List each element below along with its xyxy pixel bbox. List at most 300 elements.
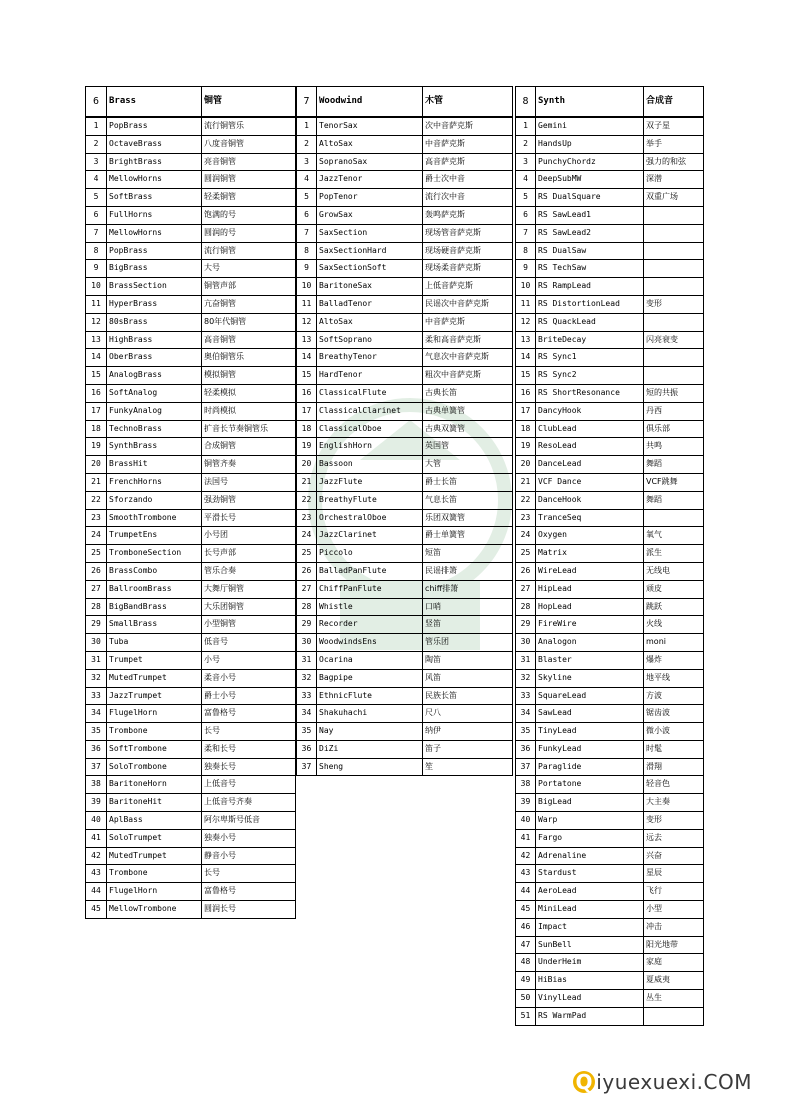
instrument-name: Piccolo [317,545,423,563]
table-row [516,402,704,420]
table-row [516,260,704,278]
instrument-name-cn: 民谣次中音萨克斯 [423,295,513,313]
instrument-name-cn: 独奏小号 [202,829,296,847]
instrument-name-cn: 模拟铜管 [202,367,296,385]
row-number: 44 [86,883,107,901]
row-number: 48 [516,954,536,972]
row-number: 46 [516,918,536,936]
table-row [297,438,513,456]
instrument-name: ClassicalClarinet [317,402,423,420]
table-row [86,651,296,669]
row-number: 9 [297,260,317,278]
table-row [86,794,296,812]
row-number: 38 [516,776,536,794]
row-number: 10 [86,278,107,296]
row-number: 22 [86,491,107,509]
instrument-name-cn: 俱乐部 [644,420,704,438]
instrument-name: DanceLead [536,456,644,474]
instrument-name: Sheng [317,758,423,776]
table-row [297,260,513,278]
instrument-name: EnglishHorn [317,438,423,456]
table-row [86,598,296,616]
row-number: 23 [86,509,107,527]
table-row [516,527,704,545]
instrument-name-cn: 派生 [644,545,704,563]
instrument-name-cn: 小型铜管 [202,616,296,634]
instrument-name: Trombone [107,723,202,741]
table-row [516,456,704,474]
table-row [86,545,296,563]
row-number: 6 [297,206,317,224]
row-number: 25 [86,545,107,563]
table-row [516,580,704,598]
instrument-name: SoftTrombone [107,740,202,758]
instrument-name-cn: 合成铜管 [202,438,296,456]
table-row [516,278,704,296]
woodwind-table [296,86,513,776]
row-number: 14 [297,349,317,367]
table-row [86,562,296,580]
table-row [516,313,704,331]
row-number: 1 [516,117,536,135]
instrument-name: FullHorns [107,206,202,224]
instrument-name-cn: 大主奏 [644,794,704,812]
instrument-name: Bagpipe [317,669,423,687]
instrument-name-cn: 无线电 [644,562,704,580]
instrument-name-cn: 陶笛 [423,651,513,669]
instrument-name-cn: 管乐合奏 [202,562,296,580]
instrument-name: TenorSax [317,117,423,135]
row-number: 27 [516,580,536,598]
table-row [86,189,296,207]
instrument-name: HighBrass [107,331,202,349]
instrument-name: TrumpetEns [107,527,202,545]
row-number: 1 [297,117,317,135]
header-chinese: 合成音 [644,87,704,118]
table-row [86,420,296,438]
instrument-name: BigBandBrass [107,598,202,616]
instrument-name: WoodwindsEns [317,634,423,652]
instrument-name: DancyHook [536,402,644,420]
row-number: 27 [86,580,107,598]
row-number: 24 [297,527,317,545]
instrument-name-cn: 圆润铜管 [202,171,296,189]
row-number: 22 [297,491,317,509]
instrument-name: TinyLead [536,723,644,741]
instrument-name-cn: 小号团 [202,527,296,545]
row-number: 7 [86,224,107,242]
table-row [297,224,513,242]
instrument-name-cn: 兴奋 [644,847,704,865]
table-row [516,669,704,687]
instrument-name: AeroLead [536,883,644,901]
row-number: 35 [516,723,536,741]
row-number: 24 [516,527,536,545]
row-number: 28 [86,598,107,616]
row-number: 6 [86,206,107,224]
instrument-name-cn: 家庭 [644,954,704,972]
table-row [516,776,704,794]
instrument-name: HopLead [536,598,644,616]
table-row [516,598,704,616]
row-number: 11 [297,295,317,313]
row-number: 41 [516,829,536,847]
instrument-name: RS DualSquare [536,189,644,207]
instrument-name: HyperBrass [107,295,202,313]
table-row [297,278,513,296]
instrument-name-cn: 粗次中音萨克斯 [423,367,513,385]
row-number: 16 [516,384,536,402]
table-row [516,171,704,189]
instrument-name: OberBrass [107,349,202,367]
table-row [86,847,296,865]
instrument-name-cn: 轻柔模拟 [202,384,296,402]
instrument-name-cn: 高音萨克斯 [423,153,513,171]
instrument-name-cn: 爵士长笛 [423,473,513,491]
row-number: 28 [516,598,536,616]
row-number: 15 [297,367,317,385]
instrument-name-cn [644,206,704,224]
instrument-name: OctaveBrass [107,135,202,153]
row-number: 43 [516,865,536,883]
table-row [516,901,704,919]
instrument-name: SawLead [536,705,644,723]
row-number: 35 [86,723,107,741]
instrument-name: BaritoneHit [107,794,202,812]
instrument-name: SaxSection [317,224,423,242]
instrument-name-cn: 法国号 [202,473,296,491]
instrument-name-cn: 飞行 [644,883,704,901]
instrument-name: Fargo [536,829,644,847]
instrument-name-cn: 八度音铜管 [202,135,296,153]
instrument-name: BreathyTenor [317,349,423,367]
table-row [86,295,296,313]
instrument-name: SoftAnalog [107,384,202,402]
table-row [86,242,296,260]
instrument-name: Shakuhachi [317,705,423,723]
instrument-name-cn: 轻柔铜管 [202,189,296,207]
row-number: 45 [86,901,107,919]
instrument-name: RS ShortResonance [536,384,644,402]
instrument-name-cn: 现场管音萨克斯 [423,224,513,242]
instrument-name: FunkyAnalog [107,402,202,420]
row-number: 23 [516,509,536,527]
table-row [86,278,296,296]
row-number: 8 [516,242,536,260]
instrument-name-cn: 共鸣 [644,438,704,456]
instrument-name: BriteDecay [536,331,644,349]
row-number: 21 [297,473,317,491]
row-number: 31 [297,651,317,669]
instrument-name-cn: 锯齿波 [644,705,704,723]
row-number: 22 [516,491,536,509]
instrument-name-cn: 舞蹈 [644,456,704,474]
instrument-name: EthnicFlute [317,687,423,705]
instrument-name-cn: 强劲铜管 [202,491,296,509]
instrument-name-cn: 变形 [644,295,704,313]
instrument-name-cn: 小型 [644,901,704,919]
row-number: 20 [516,456,536,474]
row-number: 33 [516,687,536,705]
instrument-name: SoloTrombone [107,758,202,776]
row-number: 12 [297,313,317,331]
instrument-name-cn: 笛子 [423,740,513,758]
row-number: 31 [516,651,536,669]
instrument-name: BigBrass [107,260,202,278]
row-number: 42 [516,847,536,865]
instrument-name-cn: 微小波 [644,723,704,741]
table-row [86,313,296,331]
row-number: 29 [297,616,317,634]
instrument-name: JazzClarinet [317,527,423,545]
instrument-name-cn: 流行铜管 [202,242,296,260]
row-number: 36 [297,740,317,758]
table-row [297,473,513,491]
instrument-name: RS RampLead [536,278,644,296]
row-number: 34 [297,705,317,723]
table-row [516,224,704,242]
instrument-name: BigLead [536,794,644,812]
instrument-name: BrassCombo [107,562,202,580]
row-number: 8 [86,242,107,260]
row-number: 2 [516,135,536,153]
instrument-name-cn: 铜管齐奏 [202,456,296,474]
table-row [516,883,704,901]
table-row [297,723,513,741]
instrument-name-cn: 方波 [644,687,704,705]
table-row [86,812,296,830]
instrument-name-cn: 火线 [644,616,704,634]
instrument-name-cn [644,367,704,385]
table-row [297,384,513,402]
row-number: 18 [86,420,107,438]
instrument-name: SoloTrumpet [107,829,202,847]
instrument-name-cn: 强力的和弦 [644,153,704,171]
table-row [297,616,513,634]
instrument-name-cn: 举手 [644,135,704,153]
instrument-name-cn: 奥伯铜管乐 [202,349,296,367]
instrument-name-cn: 跳跃 [644,598,704,616]
table-row [516,651,704,669]
instrument-name-cn: 柔和高音萨克斯 [423,331,513,349]
instrument-name-cn [644,242,704,260]
row-number: 6 [516,206,536,224]
instrument-name: RS DistortionLead [536,295,644,313]
table-row [297,687,513,705]
instrument-name: Skyline [536,669,644,687]
table-row [297,758,513,776]
row-number: 31 [86,651,107,669]
header-english: Brass [107,87,202,118]
table-row [86,206,296,224]
instrument-name: BaritoneSax [317,278,423,296]
table-row [516,545,704,563]
row-number: 7 [516,224,536,242]
table-row [297,402,513,420]
instrument-name-cn: 短的共振 [644,384,704,402]
row-number: 29 [86,616,107,634]
table-row [297,456,513,474]
group-number: 6 [86,87,107,118]
row-number: 21 [516,473,536,491]
instrument-name-cn: 滑翔 [644,758,704,776]
row-number: 13 [86,331,107,349]
row-number: 33 [86,687,107,705]
table-row [86,349,296,367]
instrument-name-cn: 爆炸 [644,651,704,669]
row-number: 13 [297,331,317,349]
header-english: Synth [536,87,644,118]
instrument-name: MellowHorns [107,171,202,189]
row-number: 20 [86,456,107,474]
row-number: 1 [86,117,107,135]
table-row [297,313,513,331]
row-number: 32 [297,669,317,687]
instrument-name: SoftSoprano [317,331,423,349]
table-row [86,634,296,652]
instrument-name: DanceHook [536,491,644,509]
instrument-name: FunkyLead [536,740,644,758]
row-number: 15 [86,367,107,385]
instrument-name-cn: 现场柔音萨克斯 [423,260,513,278]
row-number: 44 [516,883,536,901]
row-number: 11 [86,295,107,313]
instrument-name-cn: 上低音萨克斯 [423,278,513,296]
instrument-name: MellowTrombone [107,901,202,919]
instrument-name-cn: 口哨 [423,598,513,616]
instrument-name: MutedTrumpet [107,847,202,865]
instrument-name-cn: 流行次中音 [423,189,513,207]
row-number: 27 [297,580,317,598]
table-row [86,865,296,883]
instrument-name-cn: 静音小号 [202,847,296,865]
instrument-name-cn [644,278,704,296]
instrument-name-cn: 英国管 [423,438,513,456]
instrument-name-cn: 远去 [644,829,704,847]
table-row [297,206,513,224]
instrument-name-cn: 丹西 [644,402,704,420]
instrument-name: JazzFlute [317,473,423,491]
row-number: 50 [516,990,536,1008]
instrument-name-cn: 低音号 [202,634,296,652]
table-row [86,456,296,474]
instrument-name: SunBell [536,936,644,954]
instrument-name-cn: 流行铜管乐 [202,117,296,135]
instrument-name: JazzTrumpet [107,687,202,705]
instrument-name: BalladPanFlute [317,562,423,580]
row-number: 17 [516,402,536,420]
row-number: 9 [516,260,536,278]
instrument-name-cn: 纳伊 [423,723,513,741]
table-row [86,171,296,189]
instrument-name-cn: 爵士单簧管 [423,527,513,545]
table-row [297,171,513,189]
instrument-name-cn: 民谣排箫 [423,562,513,580]
instrument-name: BrassSection [107,278,202,296]
row-number: 32 [86,669,107,687]
row-number: 18 [297,420,317,438]
instrument-name-cn: chiff排箫 [423,580,513,598]
table-row [297,491,513,509]
table-row [297,295,513,313]
row-number: 35 [297,723,317,741]
instrument-name: FlugelHorn [107,705,202,723]
instrument-name: FlugelHorn [107,883,202,901]
instrument-name: FrenchHorns [107,473,202,491]
table-row [297,651,513,669]
instrument-name: ClubLead [536,420,644,438]
instrument-name-cn: 古典双簧管 [423,420,513,438]
instrument-name: SynthBrass [107,438,202,456]
row-number: 21 [86,473,107,491]
instrument-name: RS Sync2 [536,367,644,385]
row-number: 24 [86,527,107,545]
table-row [516,367,704,385]
instrument-name: RS WarmPad [536,1007,644,1025]
instrument-name-cn [644,313,704,331]
site-watermark [573,1070,752,1094]
instrument-name-cn: 阳光地带 [644,936,704,954]
instrument-name-cn: 富鲁格号 [202,883,296,901]
table-row [516,936,704,954]
instrument-name-cn: 丛生 [644,990,704,1008]
instrument-name: Adrenaline [536,847,644,865]
instrument-name: BallroomBrass [107,580,202,598]
table-row [86,580,296,598]
instrument-name: SmallBrass [107,616,202,634]
instrument-name: SaxSectionSoft [317,260,423,278]
row-number: 16 [86,384,107,402]
table-row [516,1007,704,1025]
instrument-name-cn [644,1007,704,1025]
instrument-name: 80sBrass [107,313,202,331]
instrument-name-cn: 顽皮 [644,580,704,598]
row-number: 19 [86,438,107,456]
instrument-name: ChiffPanFlute [317,580,423,598]
instrument-name: TranceSeq [536,509,644,527]
table-row [516,206,704,224]
watermark-text: iyuexuexi.COM [596,1070,752,1094]
table-row [516,812,704,830]
row-number: 5 [297,189,317,207]
table-row [516,135,704,153]
instrument-name: UnderHeim [536,954,644,972]
table-header-row [86,87,296,118]
synth-table [515,86,704,1026]
table-row [86,331,296,349]
instrument-name: Paraglide [536,758,644,776]
row-number: 2 [86,135,107,153]
table-row [86,384,296,402]
table-row [516,420,704,438]
instrument-name-cn: 长号 [202,723,296,741]
instrument-name: Nay [317,723,423,741]
instrument-name-cn: 长号 [202,865,296,883]
row-number: 37 [86,758,107,776]
instrument-name: TechnoBrass [107,420,202,438]
row-number: 26 [86,562,107,580]
row-number: 42 [86,847,107,865]
instrument-name-cn: 大乐团铜管 [202,598,296,616]
instrument-name-cn: 亢奋铜管 [202,295,296,313]
row-number: 32 [516,669,536,687]
instrument-name-cn: 上低音号 [202,776,296,794]
instrument-name: ResoLead [536,438,644,456]
table-row [516,723,704,741]
table-row [86,687,296,705]
instrument-name-cn: moni [644,634,704,652]
instrument-name-cn: 中音萨克斯 [423,135,513,153]
